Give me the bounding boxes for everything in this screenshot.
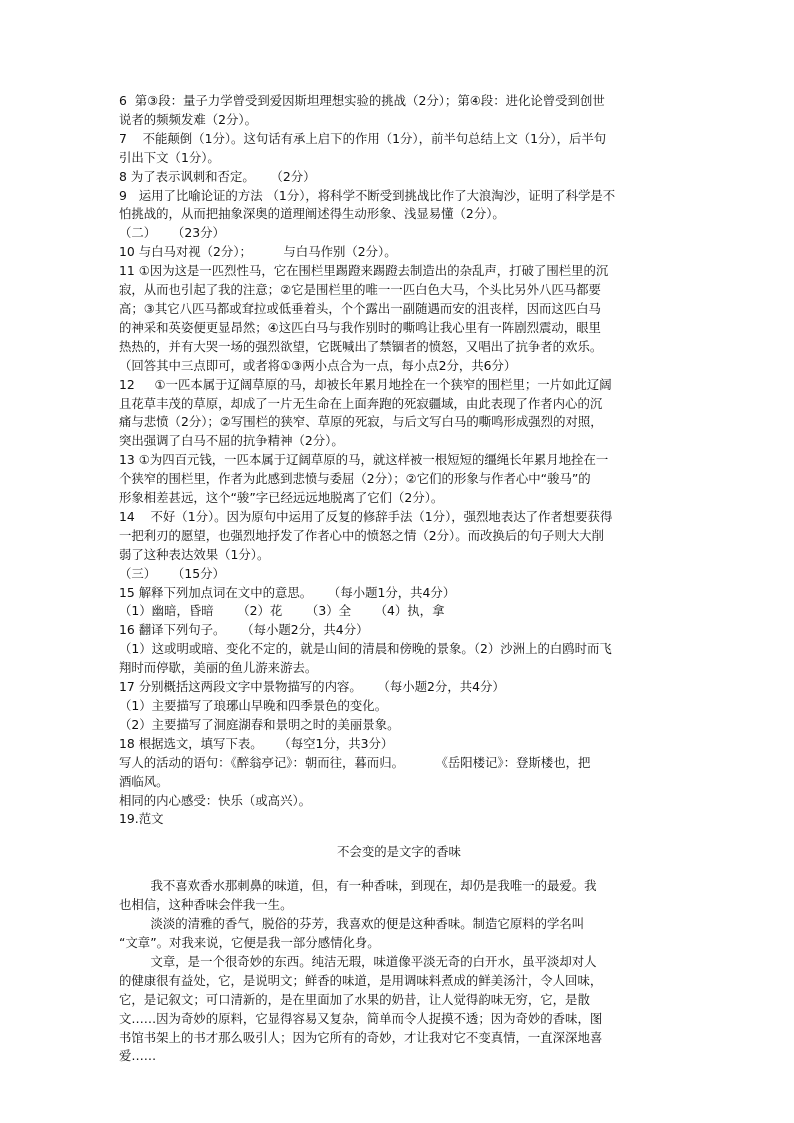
answer-line: 19.范文 — [119, 811, 164, 827]
answer-line: 18 根据选文，填写下表。 （每空1分，共3分） — [119, 735, 394, 751]
answer-line: 14 不好（1分）。因为原句中运用了反复的修辞手法（1分），强烈地表达了作者想要获得 — [119, 508, 613, 524]
answer-line: 个狭窄的围栏里，作者为此感到悲愤与委屈（2分）；②它们的形象与作者心中“骏马”的 — [119, 471, 591, 487]
essay-line: “文章”。对我来说，它便是我一部分感情化身。 — [119, 934, 380, 950]
answer-line: 高；③其它八匹马都或耷拉或低垂着头，个个露出一副随遇而安的沮丧样，因而这匹白马 — [119, 300, 601, 316]
answer-line: 形象相差甚远，这个“骏”字已经远远地脱离了它们（2分）。 — [119, 490, 444, 506]
essay-line: 它，是记叙文；可口清新的，是在里面加了水果的奶昔，让人觉得韵味无穷，它，是散 — [119, 991, 590, 1007]
answer-line: 怕挑战的，从而把抽象深奥的道理阐述得生动形象、浅显易懂（2分）。 — [119, 206, 505, 222]
answer-line: 8 为了表示讽刺和否定。 （2分） — [119, 168, 316, 184]
answer-line: 13 ①为四百元钱，一匹本属于辽阔草原的马，就这样被一根短短的缰绳长年累月地拴在一 — [119, 452, 609, 468]
essay-line: 的健康很有益处，它，是说明文；鲜香的味道，是用调味料煮成的鲜美汤汁，令人回味， — [119, 972, 603, 988]
answer-line: 6 第③段：量子力学曾受到爱因斯坦理想实验的挑战（2分）；第④段：进化论曾受到创世 — [119, 93, 605, 108]
answer-line: 写人的活动的语句：《醉翁亭记》：朝而往，暮而归。 《岳阳楼记》：登斯楼也，把 — [119, 754, 591, 770]
answer-line: 突出强调了白马不屈的抗争精神（2分）。 — [119, 433, 344, 449]
answer-line: 的神采和英姿便更显昂然；④这匹白马与我作别时的嘶鸣让我心里有一阵剧烈震动，眼里 — [119, 319, 601, 335]
essay-line: 淡淡的清雅的香气，脱俗的芬芳，我喜欢的便是这种香味。制造它原料的学名叫 — [119, 916, 585, 932]
answer-line: 痛与悲愤（2分）；②写围栏的狭窄、草原的死寂，与后文写白马的嘶鸣形成强烈的对照， — [119, 414, 603, 430]
answer-line: （三） （15分） — [119, 565, 225, 581]
answer-line: 15 解释下列加点词在文中的意思。 （每小题1分，共4分） — [119, 584, 456, 600]
answer-line: （1）主要描写了琅琊山早晚和四季景色的变化。 — [119, 698, 388, 713]
essay-body — [119, 877, 679, 1066]
answer-line: 且花草丰茂的草原，却成了一片无生命在上面奔跑的死寂疆域，由此表现了作者内心的沉 — [119, 395, 603, 411]
answer-line: 热热的，并有大哭一场的强烈欲望，它既喊出了禁锢者的愤怒，又唱出了抗争者的欢乐。 — [119, 338, 603, 354]
essay-line: 文章，是一个很奇妙的东西。纯洁无瑕，味道像平淡无奇的白开水，虽平淡却对人 — [119, 953, 597, 969]
answer-line: 说者的频频发难（2分）。 — [119, 111, 257, 127]
answer-line: （1）幽暗，昏暗 （2）花 （3）全 （4）执，拿 — [119, 603, 445, 619]
answer-line: 一把利刃的愿望，也强烈地抒发了作者心中的愤怒之情（2分）。而改换后的句子则大大削 — [119, 527, 604, 543]
answer-line: 9 运用了比喻论证的方法 （1分），将科学不断受到挑战比作了大浪淘沙，证明了科学是不 — [119, 187, 616, 203]
answer-line: （2）主要描写了洞庭湖春和景明之时的美丽景象。 — [119, 716, 400, 732]
answer-line: 10 与白马对视（2分）； 与白马作别（2分）。 — [119, 244, 397, 260]
answer-line: 引出下文（1分）。 — [119, 149, 220, 165]
answer-line: （1）这或明或暗、变化不定的，就是山间的清晨和傍晚的景象。（2）沙洲上的白鸥时而飞 — [119, 641, 612, 657]
essay-title: 不会变的是文字的香味 — [337, 844, 461, 860]
answer-line: 酒临风。 — [119, 773, 169, 789]
answer-line: 17 分别概括这两段文字中景物描写的内容。 （每小题2分，共4分） — [119, 679, 505, 695]
answer-key — [119, 92, 679, 1066]
answer-line: 11 ①因为这是一匹烈性马，它在围栏里踢蹬来踢蹬去制造出的杂乱声，打破了围栏里的沉 — [119, 263, 609, 279]
answer-list — [119, 92, 679, 829]
essay-line: 我不喜欢香水那刺鼻的味道，但，有一种香味，到现在，却仍是我唯一的最爱。我 — [119, 878, 597, 894]
model-essay — [119, 843, 679, 1066]
answer-line: （二） （23分） — [119, 225, 225, 241]
answer-line: 12 ①一匹本属于辽阔草原的马，却被长年累月地拴在一个狭窄的围栏里；一片如此辽阔 — [119, 376, 612, 392]
answer-line: 翔时而停歇，美丽的鱼儿游来游去。 — [119, 660, 318, 676]
answer-line: （回答其中三点即可，或者将①③两小点合为一点，每小点2分，共6分） — [119, 357, 517, 373]
essay-line: 书馆书架上的书才那么吸引人；因为它所有的奇妙，才让我对它不变真情，一直深深地喜 — [119, 1029, 603, 1045]
answer-line: 7 不能颠倒（1分）。这句话有承上启下的作用（1分），前半句总结上文（1分），后半句 — [119, 130, 607, 146]
answer-line: 寂，从而也引起了我的注意；②它是围栏里的唯一一匹白色大马，个头比另外八匹马都要 — [119, 282, 601, 298]
answer-line: 相同的内心感受：快乐（或高兴）。 — [119, 792, 312, 808]
essay-line: 文……因为奇妙的原料，它显得容易又复杂，简单而令人捉摸不透；因为奇妙的香味，图 — [119, 1010, 603, 1026]
answer-line: 弱了这种表达效果（1分）。 — [119, 546, 270, 562]
answer-line: 16 翻译下列句子。 （每小题2分，共4分） — [119, 622, 369, 638]
essay-line: 也相信，这种香味会伴我一生。 — [119, 897, 293, 913]
essay-line: 爱…… — [119, 1048, 157, 1064]
